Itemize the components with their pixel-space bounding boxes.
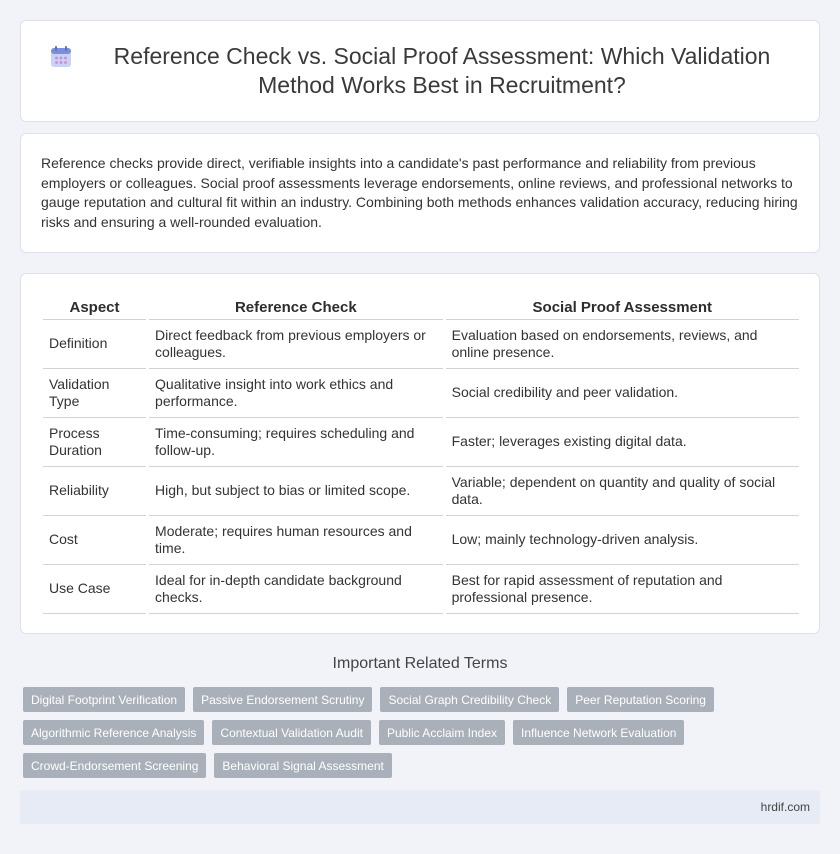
row-social-proof: Low; mainly technology-driven analysis.	[444, 516, 799, 565]
header-card	[20, 20, 820, 122]
title-wrap	[40, 42, 800, 100]
related-term-tag[interactable]: Behavioral Signal Assessment	[214, 753, 391, 778]
table-row	[43, 320, 799, 369]
row-reference-check: Ideal for in-depth candidate background checks.	[148, 565, 445, 614]
row-social-proof: Evaluation based on endorsements, reviews, and online presence.	[444, 320, 799, 369]
row-aspect: Definition	[43, 320, 148, 369]
row-reference-check: Moderate; requires human resources and time.	[148, 516, 445, 565]
row-aspect: Reliability	[43, 467, 148, 516]
row-reference-check: Time-consuming; requires scheduling and follow-up.	[148, 418, 445, 467]
related-term-tag[interactable]: Social Graph Credibility Check	[380, 687, 559, 712]
related-term-tag[interactable]: Algorithmic Reference Analysis	[23, 720, 204, 745]
column-header-reference-check: Reference Check	[148, 296, 445, 320]
row-reference-check: Qualitative insight into work ethics and performance.	[148, 369, 445, 418]
intro-card	[20, 133, 820, 253]
row-aspect: Cost	[43, 516, 148, 565]
row-aspect: Process Duration	[43, 418, 148, 467]
calendar-icon	[48, 44, 74, 70]
row-social-proof: Variable; dependent on quantity and quality of social data.	[444, 467, 799, 516]
table-row	[43, 369, 799, 418]
footer-site-link[interactable]: hrdif.com	[760, 800, 810, 814]
table-row	[43, 565, 799, 614]
table-row	[43, 516, 799, 565]
row-social-proof: Best for rapid assessment of reputation and professional presence.	[444, 565, 799, 614]
comparison-table	[43, 296, 799, 614]
related-term-tag[interactable]: Public Acclaim Index	[379, 720, 505, 745]
table-row	[43, 418, 799, 467]
column-header-social-proof: Social Proof Assessment	[444, 296, 799, 320]
related-terms-heading: Important Related Terms	[332, 655, 508, 672]
related-term-tag[interactable]: Contextual Validation Audit	[212, 720, 371, 745]
row-aspect: Validation Type	[43, 369, 148, 418]
row-social-proof: Faster; leverages existing digital data.	[444, 418, 799, 467]
related-term-tag[interactable]: Influence Network Evaluation	[513, 720, 684, 745]
row-social-proof: Social credibility and peer validation.	[444, 369, 799, 418]
row-aspect: Use Case	[43, 565, 148, 614]
related-terms-list	[23, 687, 823, 778]
intro-text: Reference checks provide direct, verifiable insights into a candidate's past performance and reliability from previous employers or colleagues. Social proof assessments leverage endorsements, online reviews, and professional networks to gauge reputation and cultural fit within an industry. Combining both methods enhances validation accuracy, reducing hiring risks and ensuring a well-rounded evaluation.	[41, 155, 798, 230]
related-term-tag[interactable]: Passive Endorsement Scrutiny	[193, 687, 372, 712]
footer	[20, 790, 820, 824]
related-term-tag[interactable]: Peer Reputation Scoring	[567, 687, 714, 712]
row-reference-check: Direct feedback from previous employers or colleagues.	[148, 320, 445, 369]
column-header-aspect: Aspect	[43, 296, 148, 320]
table-header-row	[43, 296, 799, 320]
related-term-tag[interactable]: Crowd-Endorsement Screening	[23, 753, 206, 778]
row-reference-check: High, but subject to bias or limited scope.	[148, 467, 445, 516]
page-title: Reference Check vs. Social Proof Assessment: Which Validation Method Works Best in Recruitment?	[113, 43, 771, 98]
comparison-table-card	[20, 273, 820, 634]
related-term-tag[interactable]: Digital Footprint Verification	[23, 687, 185, 712]
table-row	[43, 467, 799, 516]
